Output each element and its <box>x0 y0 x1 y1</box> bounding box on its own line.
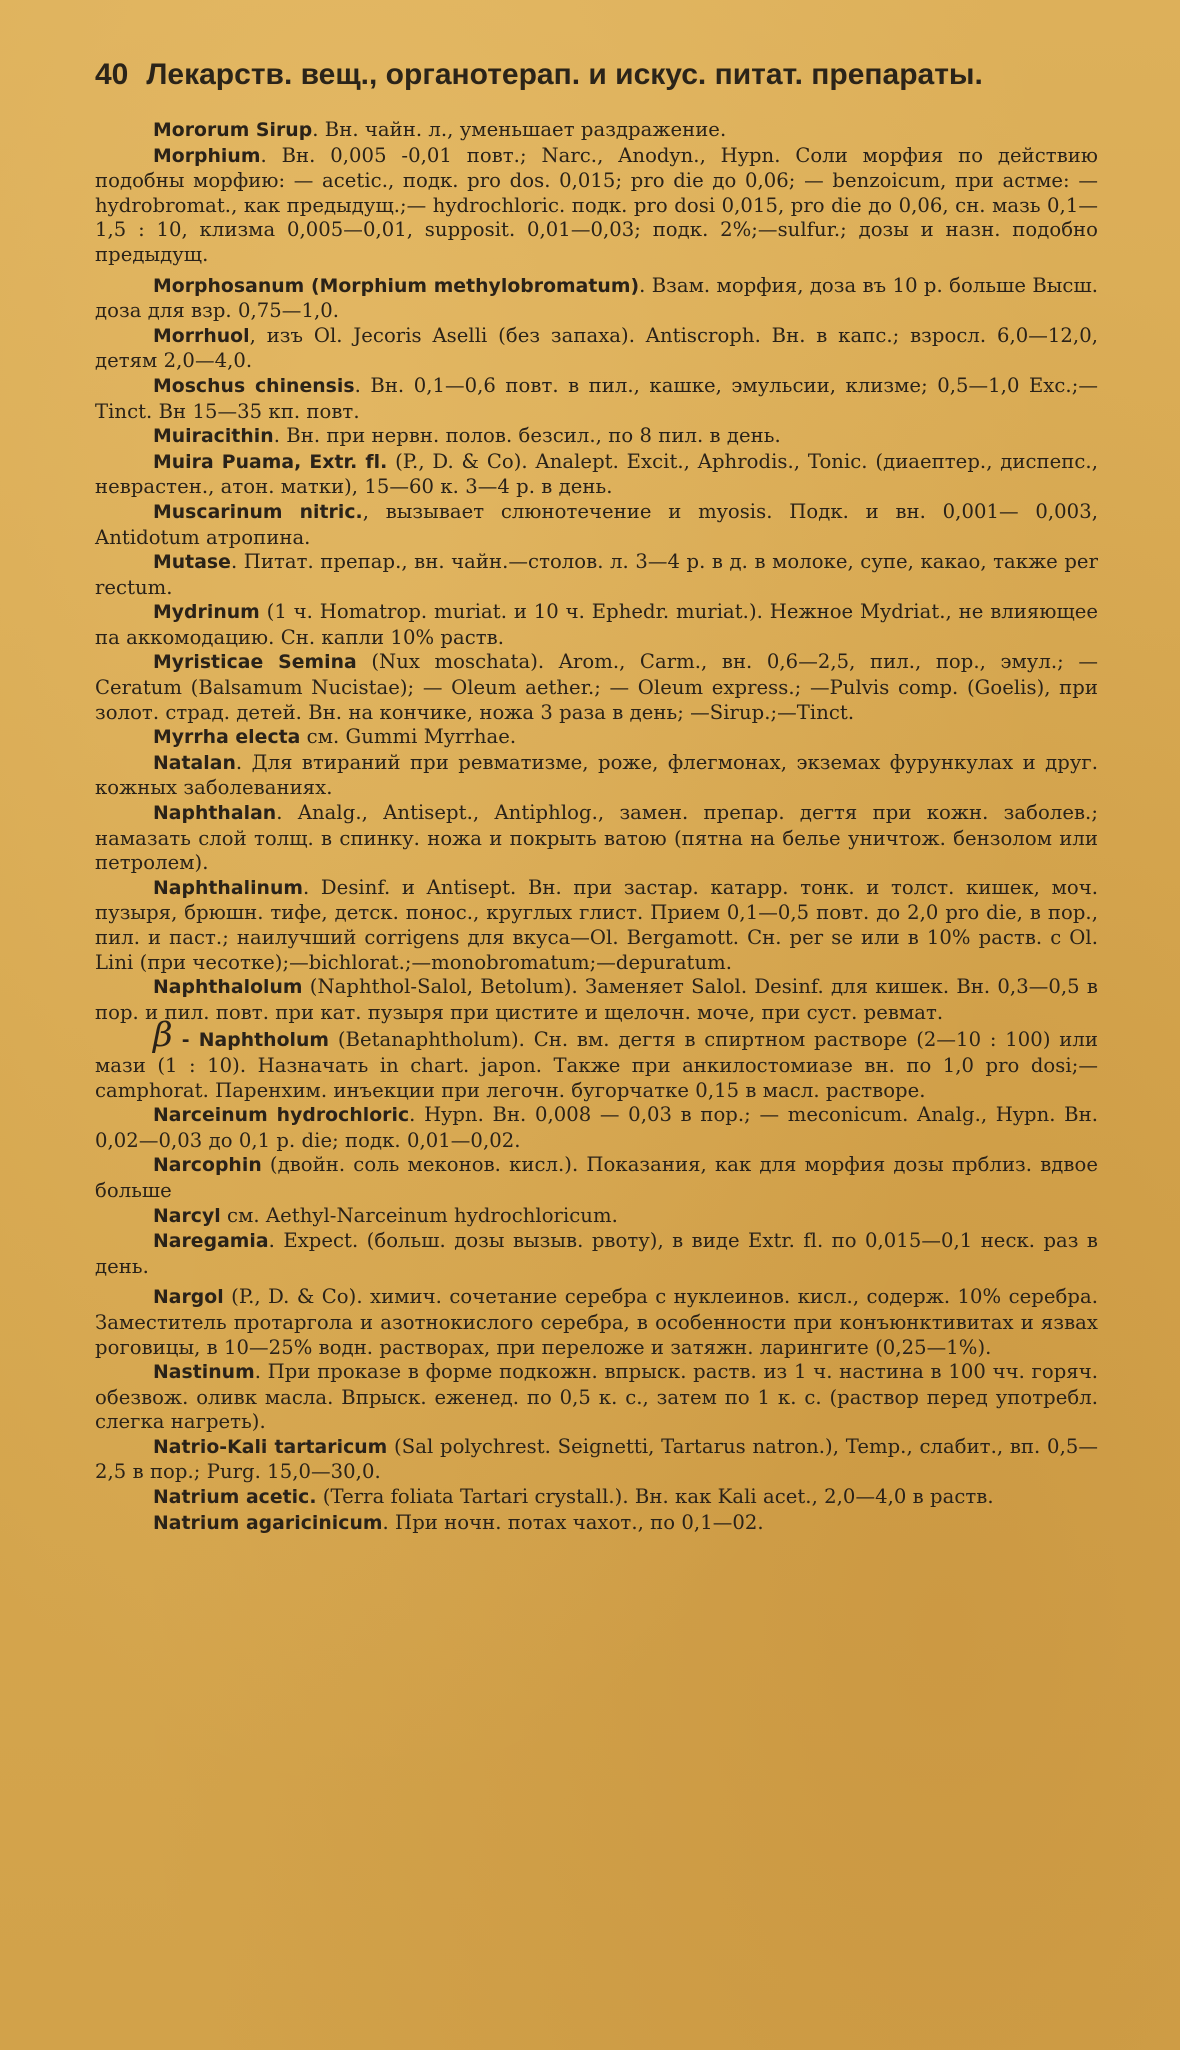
page-number: 40 <box>95 58 129 91</box>
entry <box>95 1485 1098 1511</box>
entry-term: Moschus chinensis <box>153 375 355 397</box>
entry-text: (Nux moschata). Arom., Carm., вн. 0,6—2,5, пил., пор., эмул.; — Ceratum (Balsamum Nucistae); — Oleum aether.; — Oleum express.; —Pulvis comp. (Goelis), при золот. страд. детей. Вн. на кончике, ножа 3 раза в день; —Sirup.;—Tinct. <box>95 650 1099 724</box>
entry-term: Natalan <box>153 752 236 774</box>
entry <box>95 1103 1098 1153</box>
entry <box>95 600 1098 650</box>
entry-term: Muiracithin <box>153 426 274 448</box>
entry-text: . Desinf. и Antisept. Вн. при застар. катарр. тонк. и толст. кишек, моч. пузыря, брюшн. тифе, детск. понос., круглых глист. Прием 0,1—0,5 повт. до 2,0 pro die, в пор., пил. и паст.; наилучший corrigens для вкуса—Ol. Bergamott. Сн. per se или в 10% раств. с Ol. Lini (при чесотке);—bichlorat.;—monobromatum;—depuratum. <box>95 875 1098 974</box>
running-title: Лекарств. вещ., органотерап. и искус. питат. препараты. <box>146 58 983 91</box>
entry-term: Naregamia <box>153 1231 269 1253</box>
entry-term: Myrrha electa <box>153 727 301 749</box>
entry <box>95 118 1098 144</box>
entry <box>95 450 1098 500</box>
entry-term: Naphthalan <box>153 803 277 825</box>
entry-text: . Вн. 0,1—0,6 повт. в пил., кашке, эмульсии, клизме; 0,5—1,0 Exc.;—Tinct. Вн 15—35 кп. повт. <box>95 373 1098 423</box>
entry-text: . Expect. (больш. дозы вызыв. рвоту), в виде Extr. fl. по 0,015—0,1 неск. раз в день. <box>95 1229 1098 1278</box>
entry-text: . Вн. при нервн. полов. безсил., по 8 пил. в день. <box>273 424 781 448</box>
beta-prefix: β <box>153 1015 173 1056</box>
entry-term: Nargol <box>153 1287 224 1309</box>
entry-term: Natrium acetic. <box>153 1487 317 1509</box>
entry-text: (1 ч. Homatrop. muriat. и 10 ч. Ephedr. muriat.). Нежное Mydriat., не влияющее па аккомодацию. Сн. капли 10% раств. <box>95 600 1098 649</box>
entry-term: Myristicae Semina <box>153 652 357 674</box>
entry-term: Nastinum <box>153 1362 255 1384</box>
entry-term: Narcyl <box>153 1205 221 1227</box>
entry-text: (Betanaphtholum). Сн. вм. дегтя в спиртном растворе (2—10 : 100) или мази (1 : 10). Назначать in chart. japon. Также при анкилостомиазе вн. по 1,0 pro dosi;—camphorat. Паренхим. инъекции при легочн. бугорчатке 0,15 в масл. растворе. <box>95 1028 1098 1102</box>
entry-term: Narceinum hydrochloric <box>153 1105 410 1127</box>
entry <box>95 650 1098 725</box>
entry <box>95 1204 1098 1230</box>
entry-text: . Вн. чайн. л., уменьшает раздражение. <box>312 118 727 141</box>
entry-text: (двойн. соль меконов. кисл.). Показания, как для морфия дозы прблиз. вдвое больше <box>95 1153 1098 1202</box>
entry-text: . Для втираний при ревматизме, роже, флегмонах, экземах фурункулах и друг. кожных заболеваниях. <box>95 750 1098 800</box>
entry-text: (Sal polychrest. Seignetti, Tartarus natron.), Temp., слабит., вп. 0,5—2,5 в пор.; Purg. 15,0—30,0. <box>95 1434 1099 1484</box>
entry-text: (P., D. & Co). Analept. Excit., Aphrodis., Tonic. (диаептер., диспепс., неврастен., атон. матки), 15—60 к. 3—4 р. в день. <box>95 449 1098 499</box>
entry <box>95 324 1098 374</box>
entry <box>95 374 1098 424</box>
entry-text: см. Gummi Myrrhae. <box>300 725 517 749</box>
entry-text: . Вн. 0,005 -0,01 повт.; Narc., Anodyn., Hypn. Соли морфия по действию подобны морфию: — acetic., подк. pro dos. 0,015; pro die до 0,06; — benzoicum, при астме: — hydrobromat., как предыдущ.;— hydrochloric. подк. pro dosi 0,015, pro die до 0,06, сн. мазь 0,1—1,5 : 10, клизма 0,005—0,01, supposit. 0,01—0,03; подк. 2%;—sulfur.; дозы и назн. подобно предыдущ. <box>95 143 1098 266</box>
prefix-separator: - <box>172 1030 199 1052</box>
entry <box>95 1511 1098 1537</box>
entry <box>95 500 1098 550</box>
entry-text: (P., D. & Co). химич. сочетание серебра с нуклеинов. кисл., содерж. 10% серебра. Заместитель протаргола и азотнокислого серебра, в особенности при конъюнктивитах и язвах роговицы, в 10—25% водн. растворах, при переложе и затяжн. ларингите (0,25—1%). <box>95 1285 1098 1359</box>
entry <box>95 424 1098 450</box>
entry <box>95 1153 1098 1203</box>
entry-text: , изъ Ol. Jecoris Aselli (без запаха). Antiscroph. Вн. в капс.; взросл. 6,0—12,0, детям 2,0—4,0. <box>95 323 1098 373</box>
entry-text: (Naphthol-Salol, Betolum). Заменяет Salol. Desinf. для кишек. Вн. 0,3—0,5 в пор. и пил. повт. при кат. пузыря при циститe и щелочн. моче, при суст. ревмат. <box>95 975 1098 1024</box>
entry-text: . Hypn. Вн. 0,008 — 0,03 в пор.; — meconicum. Analg., Hypn. Вн. 0,02—0,03 до 0,1 p. die; подк. 0,01—0,02. <box>95 1103 1099 1152</box>
entry <box>95 550 1098 600</box>
entry-term: Muira Puama, Extr. fl. <box>153 451 388 473</box>
entry-text: (Terra foliata Tartari crystall.). Вн. как Kali acet., 2,0—4,0 в раств. <box>316 1485 994 1509</box>
entry <box>95 801 1098 876</box>
entry-term: Natrio-Kali tartaricum <box>153 1436 388 1458</box>
entry-term: Mydrinum <box>153 602 260 624</box>
entry <box>95 1015 1098 1103</box>
entry-text: . Взам. морфия, доза въ 10 р. больше Высш. доза для взр. 0,75—1,0. <box>95 273 1098 323</box>
entry-term: Mororum Sirup <box>153 120 313 141</box>
entry-text: , вызывает слюнотечение и myosis. Подк. и вн. 0,001— 0,003, Antidotum атропина. <box>95 499 1098 549</box>
entry <box>95 1435 1098 1485</box>
entry-text: см. Aethyl-Narceinum hydrochloricum. <box>220 1203 618 1227</box>
entry-term: Morrhuol <box>153 325 250 347</box>
entry-term: Morphium <box>153 145 261 167</box>
entry-term: Naphthalolum <box>153 977 303 999</box>
page-header <box>95 58 1098 92</box>
entry-term: Narcophin <box>153 1155 262 1177</box>
entry-term: Mutase <box>153 552 231 574</box>
dictionary-entries <box>95 118 1098 1536</box>
entry <box>95 751 1098 801</box>
entry-term: Naphthalinum <box>153 877 304 899</box>
entry-text: . Питат. препар., вн. чайн.—столов. л. 3—4 р. в д. в молоке, супе, какао, также per rectum. <box>95 550 1098 599</box>
entry <box>95 1285 1098 1360</box>
entry-term: Morphosanum (Morphium methylobromatum) <box>153 275 640 297</box>
entry-text: . При проказе в форме подкожн. впрыск. раств. из 1 ч. настина в 100 чч. горяч. обезвож. оливк масла. Впрыск. еженед. по 0,5 к. с., затем по 1 к. с. (раствор перед употребл. слегка нагреть). <box>95 1360 1098 1434</box>
entry <box>95 876 1098 975</box>
entry <box>95 1360 1098 1435</box>
entry <box>95 725 1098 751</box>
entry <box>95 274 1098 324</box>
entry <box>95 1229 1098 1279</box>
entry-text: . Analg., Antisept., Antiphlog., замен. препар. дегтя при кожн. заболев.; намазать слой толщ. в спинку. ножа и покрыть ватою (пятна на белье уничтож. бензолом или петролем). <box>95 801 1098 875</box>
entry-text: . При ночн. потах чахот., по 0,1—02. <box>382 1510 764 1534</box>
entry <box>95 975 1098 1025</box>
entry-term: Natrium agaricinicum <box>153 1512 383 1534</box>
entry <box>95 144 1098 268</box>
entry-term: Muscarinum nitric. <box>153 501 363 523</box>
entry-term: Naphtholum <box>198 1030 330 1052</box>
